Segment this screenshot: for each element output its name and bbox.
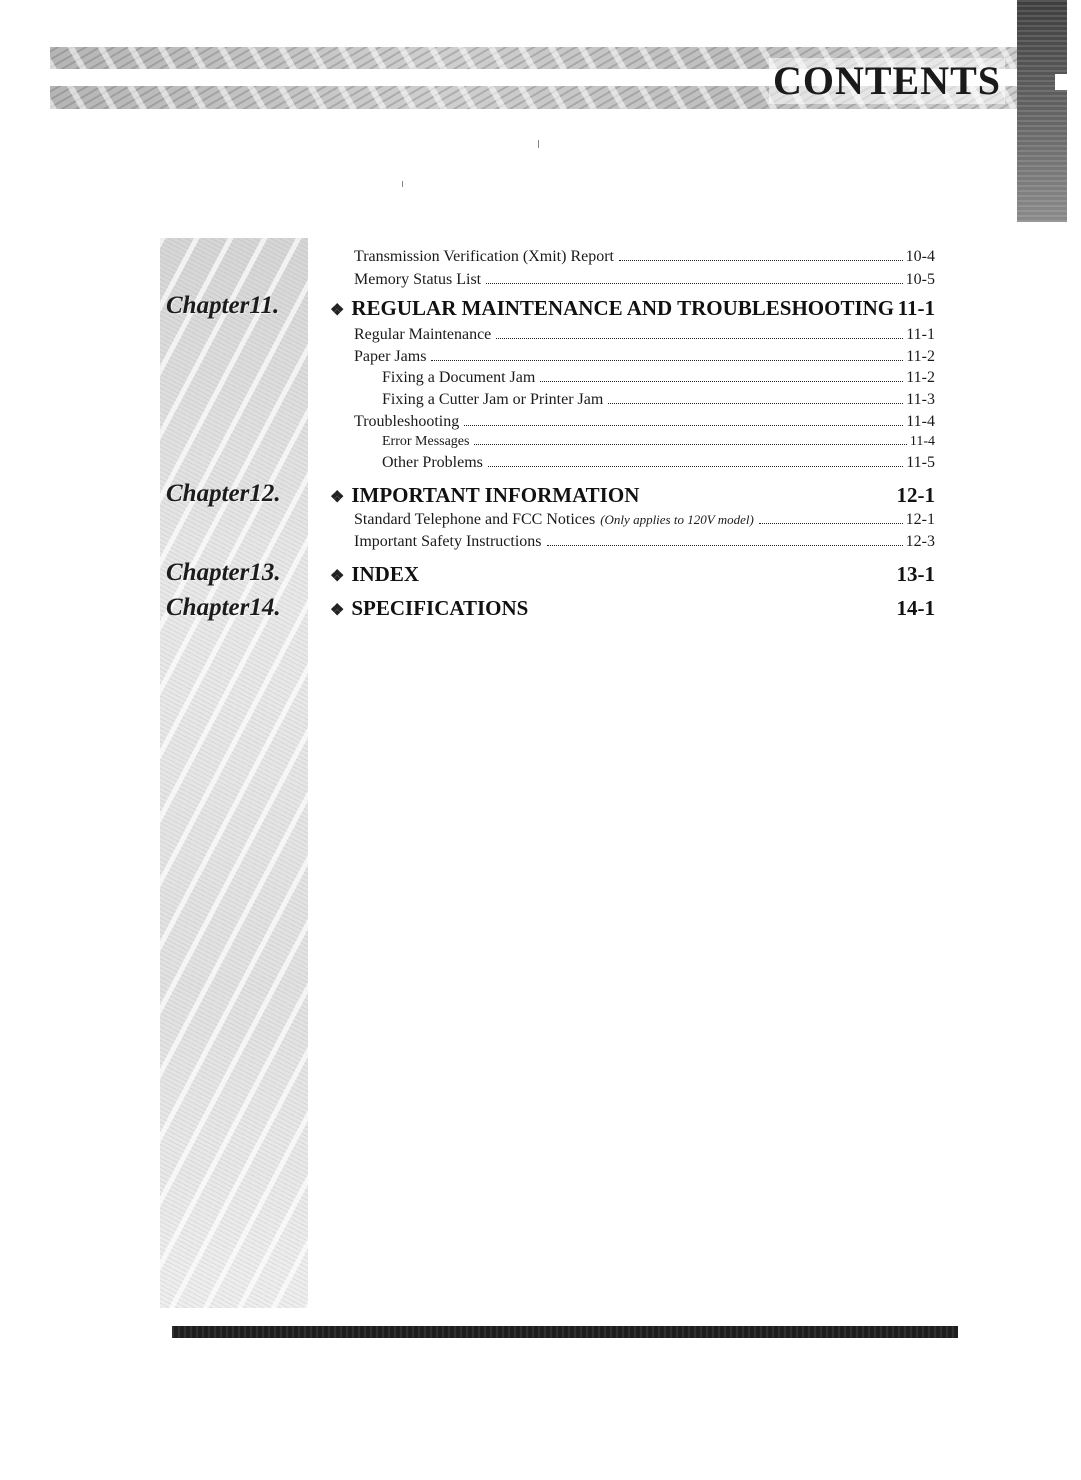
toc-entry[interactable] — [354, 532, 935, 552]
toc-entry[interactable] — [354, 412, 935, 432]
diamond-bullet-icon: ❖ — [330, 602, 345, 619]
section-page-number: 14-1 — [896, 596, 935, 620]
section-heading-text: SPECIFICATIONS — [351, 596, 529, 620]
toc-page-number: 11-2 — [906, 348, 935, 365]
section-page-number: 13-1 — [896, 562, 935, 586]
toc-page-number: 12-1 — [905, 511, 935, 528]
dot-leader — [540, 380, 903, 382]
diamond-bullet-icon: ❖ — [330, 302, 345, 319]
toc-page-number: 11-2 — [906, 369, 935, 386]
toc-entry-title: Regular Maintenance — [354, 326, 492, 343]
toc-entry-title — [354, 510, 757, 530]
toc-subentry[interactable] — [382, 432, 935, 452]
dot-leader — [486, 282, 903, 284]
toc-entry[interactable] — [354, 270, 935, 290]
scan-mark — [538, 140, 539, 148]
toc-subentry[interactable] — [382, 368, 935, 388]
page-title: CONTENTS — [769, 58, 1005, 104]
toc-entry-title: Troubleshooting — [354, 413, 460, 430]
dot-leader — [619, 259, 903, 261]
section-page-number: 12-1 — [896, 483, 935, 507]
toc-page-number: 10-5 — [905, 271, 935, 288]
section-heading-text: REGULAR MAINTENANCE AND TROUBLESHOOTING — [351, 296, 895, 320]
edge-thumb-tab — [1017, 0, 1067, 222]
section-heading-maintenance[interactable] — [330, 296, 935, 323]
toc-entry-title: Paper Jams — [354, 348, 427, 365]
section-heading-specifications[interactable] — [330, 596, 935, 623]
dot-leader — [431, 359, 903, 361]
chapter-label-11: Chapter11. — [166, 292, 280, 319]
chapter-label-14: Chapter14. — [166, 594, 281, 621]
diamond-bullet-icon: ❖ — [330, 568, 345, 585]
toc-entry-title: Important Safety Instructions — [354, 533, 542, 550]
dot-leader — [608, 402, 903, 404]
dot-leader — [464, 424, 903, 426]
toc-page-number: 11-4 — [906, 413, 935, 430]
chapter-ribbon — [160, 238, 308, 1308]
toc-page-number: 12-3 — [905, 533, 935, 550]
toc-subentry[interactable] — [382, 390, 935, 410]
toc-page-number: 11-5 — [906, 454, 935, 471]
toc-page-number: 10-4 — [905, 248, 935, 265]
section-page-number: 11-1 — [897, 296, 935, 320]
scan-mark — [402, 181, 403, 187]
toc-page-number: 11-4 — [909, 434, 935, 449]
toc-entry[interactable] — [354, 347, 935, 367]
dot-leader — [547, 544, 903, 546]
toc-entry[interactable] — [354, 325, 935, 345]
toc-entry-title: Error Messages — [382, 434, 470, 449]
toc-subentry[interactable] — [382, 453, 935, 473]
toc-entry-title: Fixing a Cutter Jam or Printer Jam — [382, 391, 604, 408]
chapter-label-13: Chapter13. — [166, 559, 281, 586]
toc-entry[interactable] — [354, 247, 935, 267]
toc-entry-title: Fixing a Document Jam — [382, 369, 536, 386]
footer-rule — [172, 1326, 958, 1338]
toc-page-number: 11-3 — [906, 391, 935, 408]
section-heading-text: IMPORTANT INFORMATION — [351, 483, 640, 507]
dot-leader — [496, 337, 903, 339]
toc-entry-title: Memory Status List — [354, 271, 482, 288]
edge-tab-notch — [1055, 74, 1067, 90]
section-heading-text: INDEX — [351, 562, 420, 586]
toc-entry[interactable] — [354, 510, 935, 530]
dot-leader — [488, 465, 903, 467]
toc-entry-title-text: Standard Telephone and FCC Notices — [354, 511, 596, 528]
toc-entry-note: (Only applies to 120V model) — [600, 512, 754, 527]
section-heading-important-information[interactable] — [330, 483, 935, 510]
toc-entry-title: Other Problems — [382, 454, 483, 471]
toc-page-number: 11-1 — [906, 326, 935, 343]
section-heading-index[interactable] — [330, 562, 935, 589]
chapter-label-12: Chapter12. — [166, 480, 281, 507]
diamond-bullet-icon: ❖ — [330, 489, 345, 506]
toc-entry-title: Transmission Verification (Xmit) Report — [354, 248, 614, 265]
dot-leader — [474, 443, 906, 445]
dot-leader — [759, 522, 903, 524]
